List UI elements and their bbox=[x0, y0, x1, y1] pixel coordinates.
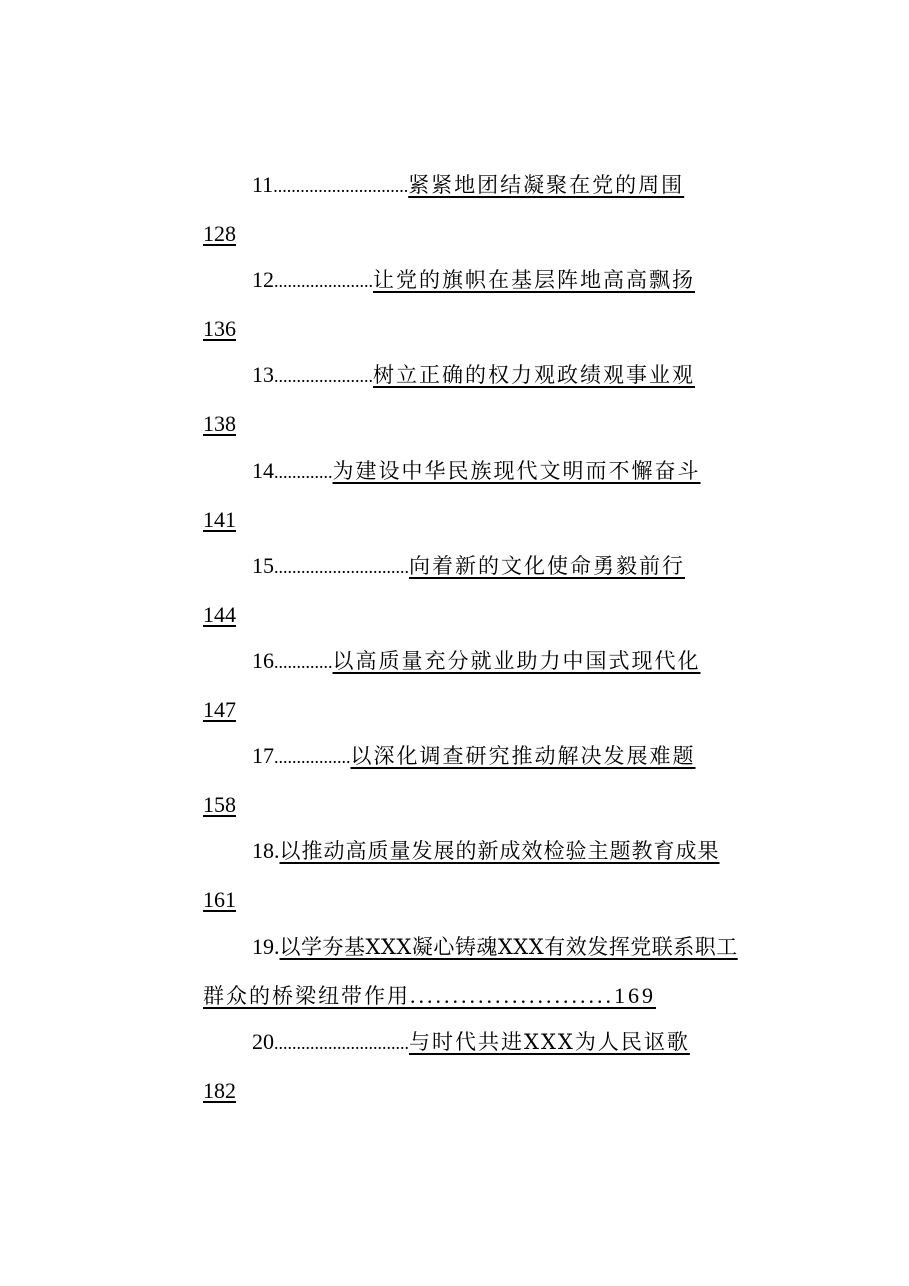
entry-page-number[interactable]: 182 bbox=[203, 1078, 236, 1103]
entry-page-number[interactable]: 147 bbox=[203, 697, 236, 722]
leader-dots: ............. bbox=[274, 462, 333, 482]
entry-title[interactable]: 与时代共进XXX为人民讴歌 bbox=[409, 1030, 690, 1054]
leader-dots: .............................. bbox=[274, 1033, 409, 1053]
entry-number: 11 bbox=[252, 172, 274, 197]
entry-number: 14 bbox=[252, 458, 274, 483]
leader-dots: ................. bbox=[274, 747, 351, 767]
toc-entry[interactable] bbox=[252, 458, 701, 484]
entry-page-number[interactable]: 128 bbox=[203, 221, 236, 246]
toc-entry[interactable] bbox=[252, 362, 695, 388]
toc-entry[interactable] bbox=[252, 553, 685, 579]
entry-title-continuation[interactable]: 群众的桥梁纽带作用 bbox=[203, 984, 410, 1008]
entry-title[interactable]: 以学夯基XXX凝心铸魂XXX有效发挥党联系职工 bbox=[279, 935, 738, 959]
toc-entry[interactable] bbox=[252, 172, 684, 198]
entry-title[interactable]: 以深化调查研究推动解决发展难题 bbox=[350, 744, 696, 768]
toc-entry[interactable] bbox=[252, 1029, 690, 1055]
entry-page-number[interactable]: 141 bbox=[203, 507, 236, 532]
entry-number: 19. bbox=[252, 934, 280, 959]
entry-number: 12 bbox=[252, 267, 274, 292]
entry-number: 13 bbox=[252, 362, 274, 387]
leader-dots: ...................... bbox=[274, 271, 373, 291]
toc-entry-continuation[interactable] bbox=[203, 983, 656, 1009]
entry-title[interactable]: 为建设中华民族现代文明而不懈奋斗 bbox=[332, 459, 701, 483]
entry-page-number[interactable]: 138 bbox=[203, 411, 236, 436]
entry-page-number[interactable]: 161 bbox=[203, 887, 236, 912]
leader-dots: .............................. bbox=[273, 176, 409, 196]
toc-entry[interactable] bbox=[252, 648, 701, 674]
leader-dots: ...................... bbox=[274, 366, 373, 386]
entry-title[interactable]: 以推动高质量发展的新成效检验主题教育成果 bbox=[279, 839, 720, 863]
entry-number: 15 bbox=[252, 553, 274, 578]
toc-entry[interactable] bbox=[252, 267, 695, 293]
entry-number: 16 bbox=[252, 648, 274, 673]
entry-number: 20 bbox=[252, 1029, 274, 1054]
entry-title[interactable]: 让党的旗帜在基层阵地高高飘扬 bbox=[373, 268, 695, 292]
entry-page-number[interactable]: 144 bbox=[203, 602, 236, 627]
entry-number: 17 bbox=[252, 743, 274, 768]
leader-dots: ............. bbox=[274, 652, 333, 672]
entry-page-number[interactable]: 136 bbox=[203, 316, 236, 341]
entry-page-number[interactable]: 158 bbox=[203, 792, 236, 817]
toc-entry[interactable] bbox=[252, 838, 720, 864]
toc-entry[interactable] bbox=[252, 934, 738, 960]
entry-title[interactable]: 紧紧地团结凝聚在党的周围 bbox=[408, 173, 685, 197]
leader-dots: .............................. bbox=[274, 557, 409, 577]
entry-title[interactable]: 树立正确的权力观政绩观事业观 bbox=[373, 363, 695, 387]
entry-title[interactable]: 以高质量充分就业助力中国式现代化 bbox=[332, 649, 701, 673]
entry-number: 18. bbox=[252, 838, 280, 863]
leader-dots-with-page[interactable]: ........................169 bbox=[410, 983, 656, 1008]
entry-title[interactable]: 向着新的文化使命勇毅前行 bbox=[409, 554, 685, 578]
toc-entry[interactable] bbox=[252, 743, 696, 769]
